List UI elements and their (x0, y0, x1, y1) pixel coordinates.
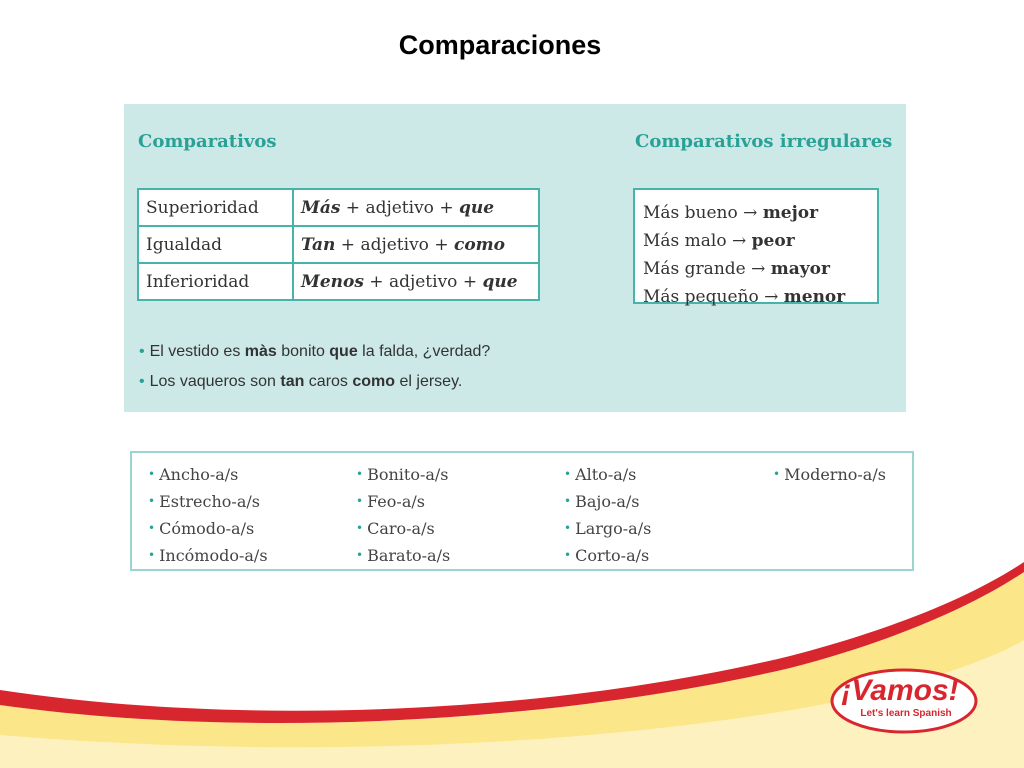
row-label: Superioridad (138, 189, 293, 226)
logo-tagline: Let's learn Spanish (860, 708, 952, 719)
example-sentence-2: • Los vaqueros son tan caros como el jersey. (139, 373, 463, 390)
list-item: • Bonito-a/s (356, 465, 449, 484)
list-item: • Bajo-a/s (564, 492, 640, 511)
list-item: • Barato-a/s (356, 546, 451, 565)
comparativos-heading: Comparativos (138, 131, 277, 152)
arrow-icon: → (732, 231, 747, 251)
arrow-icon: → (743, 203, 758, 223)
row-formula: Tan + adjetivo + como (293, 226, 539, 263)
list-item: • Ancho-a/s (148, 465, 239, 484)
row-label: Igualdad (138, 226, 293, 263)
row-formula: Más + adjetivo + que (293, 189, 539, 226)
bullet-icon: • (139, 373, 145, 390)
page-title: Comparaciones (398, 30, 602, 60)
row-label: Inferioridad (138, 263, 293, 300)
row-formula: Menos + adjetivo + que (293, 263, 539, 300)
list-item: • Alto-a/s (564, 465, 637, 484)
logo-brand: ¡Vamos! (841, 674, 959, 707)
vamos-logo (832, 670, 976, 732)
list-item: Más grande → mayor (643, 259, 830, 279)
list-item: • Feo-a/s (356, 492, 425, 511)
list-item: • Largo-a/s (564, 519, 652, 538)
list-item: • Moderno-a/s (773, 465, 886, 484)
list-item: • Corto-a/s (564, 546, 650, 565)
arrow-icon: → (764, 287, 779, 307)
list-item: • Estrecho-a/s (148, 492, 260, 511)
list-item: Más bueno → mejor (643, 203, 819, 223)
list-item: Más malo → peor (643, 231, 795, 251)
list-item: • Cómodo-a/s (148, 519, 255, 538)
list-item: Más pequeño → menor (643, 287, 846, 307)
irregulares-heading: Comparativos irregulares (635, 131, 893, 152)
example-sentence-1: • El vestido es màs bonito que la falda, ¿verdad? (139, 343, 491, 360)
list-item: • Caro-a/s (356, 519, 435, 538)
list-item: • Incómodo-a/s (148, 546, 268, 565)
arrow-icon: → (751, 259, 766, 279)
bullet-icon: • (139, 343, 145, 360)
